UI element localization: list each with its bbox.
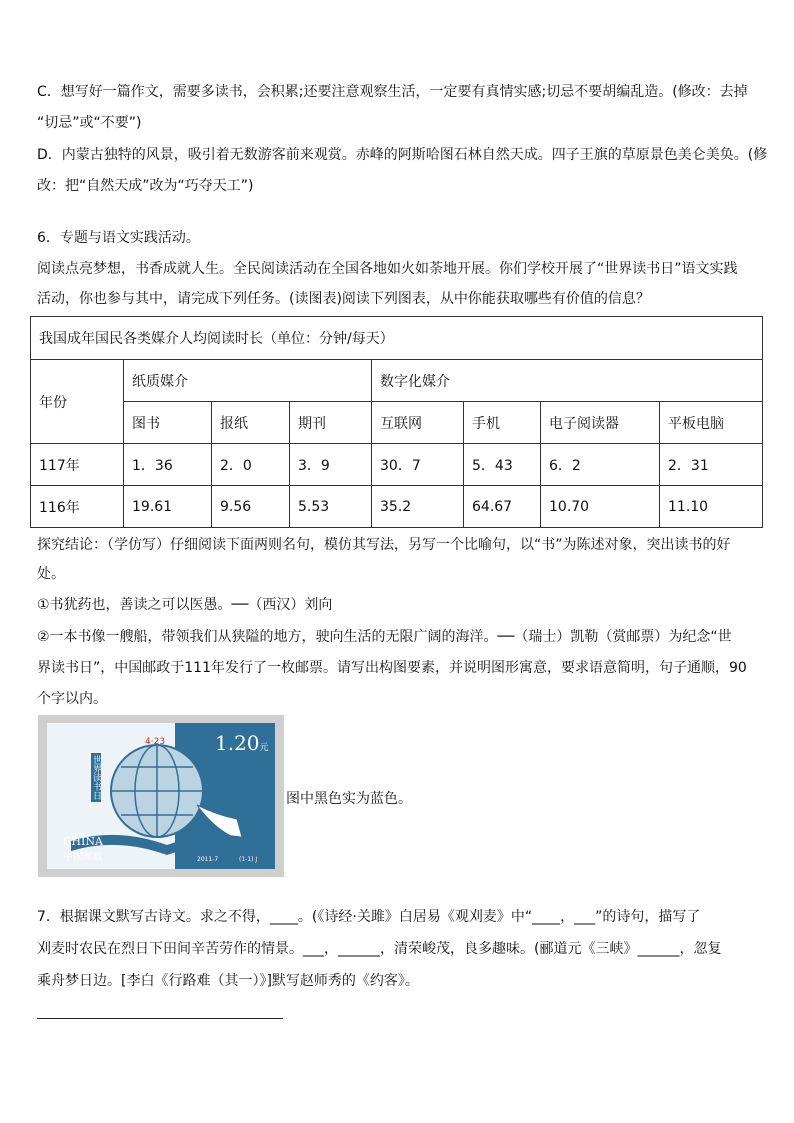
- column-header: 平板电脑: [660, 402, 763, 444]
- table-cell: 19.61: [124, 486, 212, 528]
- column-header: 电子阅读器: [541, 402, 660, 444]
- quote-1: ①书犹药也，善读之可以医愚。──（西汉）刘向: [37, 597, 333, 613]
- explore-line-1: 探究结论：（学仿写）仔细阅读下面两则名句，模仿其写法，另写一个比喻句，以“书”为陈述对象，突出读书的好: [37, 537, 731, 553]
- column-header: 期刊: [290, 402, 372, 444]
- column-header: 图书: [124, 402, 212, 444]
- quote-2-line-2: 界读书日”，中国邮政于111年发行了一枚邮票。请写出构图要素，并说明图形寓意，要求语意简明，句子通顺，90: [37, 660, 747, 676]
- stamp-value: 1.20元: [215, 731, 269, 755]
- table-row: [31, 486, 763, 528]
- footnote-divider: [37, 1018, 283, 1019]
- stamp-vertical-title: 世界读书日: [91, 755, 101, 800]
- table-cell: 10.70: [541, 486, 660, 528]
- table-caption: 我国成年国民各类媒介人均阅读时长（单位：分钟/每天）: [31, 317, 763, 360]
- year-header: 年份: [31, 360, 124, 444]
- table-cell: 6．2: [541, 444, 660, 486]
- question-7-line-3: 乘舟梦日边。[李白《行路难（其一）》]默写赵师秀的《约客》。: [37, 973, 419, 989]
- table-cell: 35.2: [372, 486, 464, 528]
- world-book-day-stamp: [38, 715, 284, 877]
- stamp-code-left: 2011-7: [197, 856, 219, 863]
- table-cell: 30．7: [372, 444, 464, 486]
- quote-2-line-1: ②一本书像一艘船，带领我们从狭隘的地方，驶向生活的无限广阔的海洋。──（瑞士）凯勒（赏邮票）为纪念“世: [37, 629, 732, 645]
- stamp-country: CHINA: [63, 835, 103, 848]
- question-6-line-2: 活动，你也参与其中，请完成下列任务。(读图表)阅读下列图表，从中你能获取哪些有价值的信息？: [37, 291, 650, 307]
- column-header-row: [31, 402, 763, 444]
- stamp-post: 中国邮政: [63, 852, 103, 863]
- row-year: 117年: [31, 444, 124, 486]
- reading-time-table: [30, 316, 763, 528]
- digital-media-header: 数字化媒介: [372, 360, 763, 402]
- column-header: 报纸: [212, 402, 290, 444]
- table-cell: 11.10: [660, 486, 763, 528]
- column-header: 手机: [464, 402, 541, 444]
- question-7-line-2: 刈麦时农民在烈日下田间辛苦劳作的情景。___，______，清荣峻茂，良多趣味。(郦道元《三峡》______，忽复: [37, 941, 722, 957]
- table-cell: 5．43: [464, 444, 541, 486]
- stamp-image: [47, 723, 275, 869]
- quote-2-line-3: 个字以内。: [37, 691, 107, 707]
- table-cell: 1．36: [124, 444, 212, 486]
- option-c-line-2: “切忌”或“不要”): [37, 115, 142, 131]
- question-6-line-1: 阅读点亮梦想，书香成就人生。全民阅读活动在全国各地如火如荼地开展。你们学校开展了“世界读书日”语文实践: [37, 261, 738, 277]
- table-cell: 64.67: [464, 486, 541, 528]
- table-cell: 9.56: [212, 486, 290, 528]
- table-cell: 2．0: [212, 444, 290, 486]
- option-d-line-1: D．内蒙古独特的风景，吸引着无数游客前来观赏。赤峰的阿斯哈图石林自然天成。四子王旗的草原景色美仑美奂。(修: [37, 147, 768, 163]
- table-row: [31, 444, 763, 486]
- column-header: 互联网: [372, 402, 464, 444]
- question-7-line-1: 7．根据课文默写古诗文。求之不得，____。(《诗经·关雎》白居易《观刈麦》中“____，___”的诗句，描写了: [37, 909, 701, 925]
- explore-line-2: 处。: [37, 566, 65, 582]
- table-cell: 3．9: [290, 444, 372, 486]
- question-6-title: 6．专题与语文实践活动。: [37, 230, 200, 246]
- table-cell: 5.53: [290, 486, 372, 528]
- stamp-note: 图中黑色实为蓝色。: [286, 791, 412, 807]
- stamp-code-right: (1-1) J: [239, 856, 258, 863]
- paper-media-header: 纸质媒介: [124, 360, 372, 402]
- table-cell: 2．31: [660, 444, 763, 486]
- option-d-line-2: 改：把“自然天成”改为“巧夺天工”): [37, 178, 254, 194]
- option-c-line-1: C．想写好一篇作文，需要多读书，会积累;还要注意观察生活，一定要有真情实感;切忌不要胡编乱造。(修改：去掉: [37, 84, 748, 100]
- stamp-date: 4·23: [145, 737, 166, 747]
- row-year: 116年: [31, 486, 124, 528]
